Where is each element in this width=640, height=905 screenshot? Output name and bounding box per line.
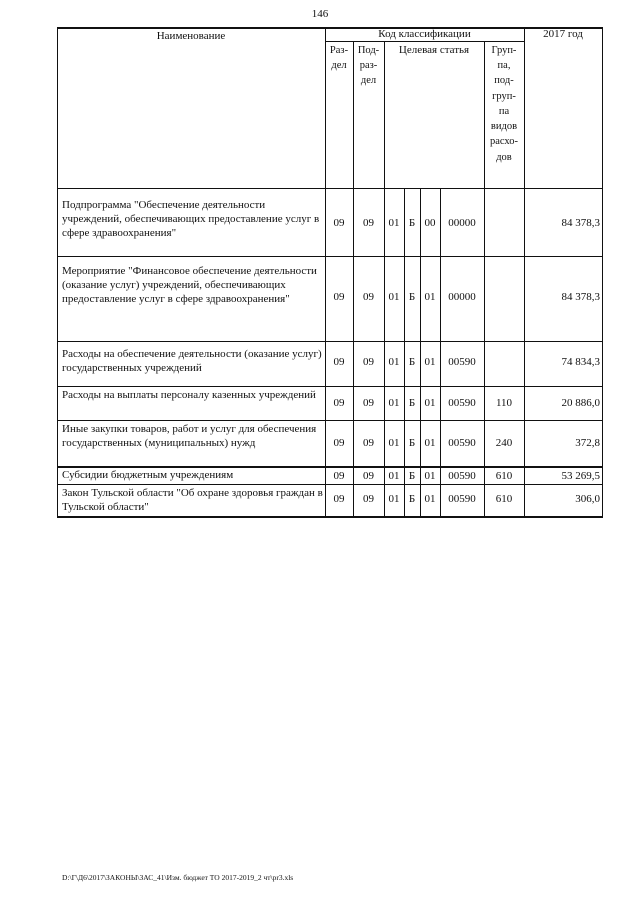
cell-target-subprogram: Б: [408, 291, 416, 303]
header-year: 2017 год: [543, 28, 583, 40]
cell-target-program: 01: [388, 356, 400, 368]
cell-target-program: 01: [388, 291, 400, 303]
row-name: Расходы на выплаты персоналу казенных учреждений: [62, 389, 316, 401]
cell-amount: 84 378,3: [561, 291, 600, 303]
cell-expense-type: 610: [495, 493, 513, 505]
row-name: Закон Тульской области "Об охране здоровья граждан в Тульской области": [62, 487, 323, 513]
cell-razdel: 09: [333, 470, 345, 482]
header-target-article: Целевая статья: [398, 44, 470, 56]
cell-razdel: 09: [333, 217, 345, 229]
file-path-footer: D:\Г\Д6\2017\ЗАКОНЫ\ЗАС_41\Изм. бюджет ТО 2017-2019_2 чт\pr3.xls: [62, 873, 294, 882]
cell-target-program: 01: [388, 397, 400, 409]
cell-target-subprogram: Б: [408, 437, 416, 449]
cell-razdel: 09: [333, 437, 345, 449]
cell-podrazdel: 09: [363, 291, 374, 303]
cell-target-direction: 00000: [448, 291, 476, 303]
cell-amount: 74 834,3: [561, 356, 600, 368]
cell-target-program: 01: [388, 493, 400, 505]
cell-target-event: 01: [424, 470, 436, 482]
page-number: 146: [311, 8, 329, 20]
cell-amount: 372,8: [575, 437, 600, 449]
cell-target-direction: 00590: [448, 437, 476, 449]
cell-amount: 84 378,3: [561, 217, 600, 229]
cell-podrazdel: 09: [363, 397, 374, 409]
header-section: Раз- дел: [329, 45, 349, 72]
cell-razdel: 09: [333, 356, 345, 368]
cell-amount: 306,0: [575, 493, 600, 505]
row-name: Мероприятие "Финансовое обеспечение деятельности (оказание услуг) учреждений, обеспечивающих предоставление услуг в сфере здравоохранения": [62, 265, 317, 305]
header-code: Код классификации: [378, 28, 471, 40]
cell-target-event: 01: [424, 437, 436, 449]
cell-razdel: 09: [333, 291, 345, 303]
cell-razdel: 09: [333, 493, 345, 505]
row-name: Подпрограмма "Обеспечение деятельности учреждений, обеспечивающих предоставление услуг в сфере здравоохранения": [62, 199, 320, 239]
row-name: Иные закупки товаров, работ и услуг для обеспечения государственных (муниципальных) нужд: [62, 423, 317, 449]
row-name: Субсидии бюджетным учреждениям: [62, 469, 234, 481]
cell-target-direction: 00000: [448, 217, 476, 229]
cell-target-direction: 00590: [448, 397, 476, 409]
cell-podrazdel: 09: [363, 356, 374, 368]
header-name: Наименование: [156, 30, 226, 42]
cell-target-direction: 00590: [448, 356, 476, 368]
cell-target-event: 01: [424, 356, 436, 368]
cell-target-event: 01: [424, 493, 436, 505]
cell-target-subprogram: Б: [408, 356, 416, 368]
cell-target-subprogram: Б: [408, 493, 416, 505]
cell-target-program: 01: [388, 470, 400, 482]
cell-podrazdel: 09: [363, 493, 374, 505]
cell-target-subprogram: Б: [408, 397, 416, 409]
cell-podrazdel: 09: [363, 437, 374, 449]
cell-expense-type: 240: [495, 437, 513, 449]
cell-amount: 53 269,5: [561, 470, 600, 482]
cell-podrazdel: 09: [363, 217, 374, 229]
header-expense-group: Груп- па, под- груп- па видов расхо- дов: [489, 45, 519, 163]
cell-podrazdel: 09: [363, 470, 374, 482]
cell-target-event: 01: [424, 397, 436, 409]
cell-razdel: 09: [333, 397, 345, 409]
header-subsection: Под- раз- дел: [357, 45, 380, 87]
cell-target-program: 01: [388, 217, 400, 229]
row-name: Расходы на обеспечение деятельности (оказание услуг) государственных учреждений: [62, 348, 322, 374]
cell-target-event: 01: [424, 291, 436, 303]
cell-target-event: 00: [424, 217, 436, 229]
cell-amount: 20 886,0: [561, 397, 600, 409]
cell-target-subprogram: Б: [408, 217, 416, 229]
cell-target-program: 01: [388, 437, 400, 449]
cell-target-direction: 00590: [448, 493, 476, 505]
cell-target-subprogram: Б: [408, 470, 416, 482]
cell-target-direction: 00590: [448, 470, 476, 482]
cell-expense-type: 110: [495, 397, 513, 409]
cell-expense-type: 610: [495, 470, 513, 482]
